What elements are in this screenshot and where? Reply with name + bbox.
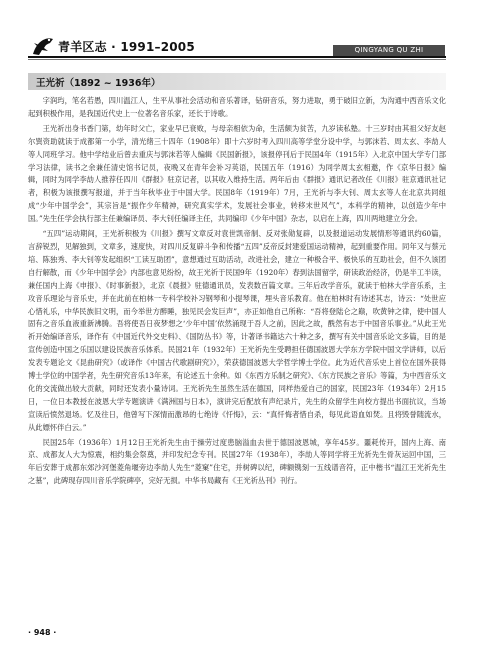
article-title: 王光祈（1892 ~ 1936年） — [36, 78, 161, 89]
header-rule — [28, 56, 446, 58]
book-logo-icon — [30, 34, 56, 58]
header-rule-thin — [28, 59, 446, 60]
paragraph-4: 民国25年（1936年）1月12日王光祈先生由于操劳过度患脑溢血去世于德国波恩城，享年45岁。噩耗传开，国内上海、南京、成都友人大为惊震，相约集会祭奠，并印发纪念专刊。民国27年（1938年），李劼人等同学将王光祈先生骨灰运回中国，三年后安葬于成都东郊沙河堡菱角堰旁边李劼人先生“菱窠”住宅，并树碑以纪，碑额镌刻一五线谱音符，正中楷书“温江王光祈先生之墓”，此碑现存四川音乐学院碑亭，完好无损。中华书局藏有《王光祈丛刊》刊行。 — [28, 437, 446, 486]
book-title: 青羊区志 · 1991–2005 — [58, 40, 195, 54]
section-label: QINGYANG QU ZHI — [333, 45, 445, 56]
paragraph-2: 王光祈出身书香门第，幼年时父亡，家业早已衰败，与母亲相依为命，生活颇为贫苦，九岁读私塾。十三岁时由其祖父好友赵尔巽资助就读于成都第一小学，清光绪三十四年（1908年）即十六岁时考入四川高等学堂分设中学，与郭沫若、周太玄、李劼人等人同班学习。他中学结业后曾去重庆与郭沫若等人编辑《民国新报》，该报停刊后于民国4年（1915年）入北京中国大学专门部学习法律，读书之余兼任清史馆书记员，夜晚又在青年会补习英语，民国五年（1916）为同学周太玄相邀，作《京华日报》编辑，同时为同学李劼人推荐任四川《群报》驻京记者，以其收入维持生活。两年后由《群报》通讯记者改任《川报》驻京通讯社记者，积极为该报撰写报道，并于当年秋毕业于中国大学。民国8年（1919年）7月，王光祈与李大钊、周太玄等人在北京共同组成“少年中国学会”，其宗旨是“振作少年精神，研究真实学术，发展社会事业，转移末世风气”，本科学的精神，以创造少年中国。”先生任学会执行部主任兼编译员、李大钊任编译主任，共同编印《少年中国》杂志，以启在上海，四川两地建立分会。 — [28, 123, 446, 224]
article-body — [28, 95, 446, 490]
paragraph-1: 字润玙，笔名若愚，四川温江人，生平从事社会活动和音乐著译，钻研音乐，努力进取，勇于破旧立新，为沟通中西音乐文化起到积极作用，是我国近代史上一位著名音乐家，还长于诗歌。 — [28, 96, 446, 118]
page-header — [0, 0, 480, 62]
page-number: · 948 · — [28, 628, 57, 637]
paragraph-3: “五四”运动期间，王光祈积极为《川报》撰写文章反对袁世凯帝制、反对张勋复辟，以及报道运动发展情形等通讯约60篇，言辞锐烈，见解独到，文章多，速度快，对四川反复辟斗争和传播“五四”反帝反封建爱国运动精神，起到重要作用。同年又与蔡元培、陈独秀、李大钊等发起组织“工读互助团”，意想通过互助活动，改进社会，建立一种极合平、极快乐的互助社会，但不久该团自行解散，而《少年中国学会》内部也意见纷纷，故王光祈于民国9年（1920年）春到法国留学，研读政治经济，仍是半工半读，兼任国内上海《申报》、《时事新报》，北京《晨报》驻德通讯员，发表数百篇文章。三年后改学音乐，就读于柏林大学音乐系，主攻音乐理论与音乐史，并在此前在柏林一专科学校补习钢琴和小提琴课，埋头音乐教育。他在柏林时有诗述其志，诗云：“处世应心惜礼乐，中华民族旧文明，而今举世方醉睡，独见民会发巨声”，亦正如他自己所称：“吾将登陆仑之巅，吹黄钟之律，使中国人固有之音乐血液重新沸腾。吾将使吾日夜梦想之‘少年中国’依然涌现于吾人之前，因此之故，酰然有志于中国音乐事业。”从此王光祈开始编译音乐，译作有《中国近代外交史料》、《国防丛书》等，计著译书籍达六十种之多，撰写有关中国音乐论文多篇，目的是宣传创造中国之乐国以建设民族音乐体系。民国21年（1932年）王光祈先生受聘担任德国波恩大学东方学院中国文学讲师，以后发表专题论文《昆曲研究》（或译作《中国古代歌剧研究》），荣获德国波恩大学哲学博士学位。此为近代音乐史上首位在国外获得博士学位的中国学者，先生研究音乐13年来，有论述五十余种。如《东西方乐制之研究》、《东方民族之音乐》等篇，为中西音乐文化的交流做出较大贡献，同时还发表小量诗词。王光祈先生虽然生活在德国，同样热爱自己的国家，民国23年（1934年）2月15日，一位日本教授在波恩大学专题演讲《满洲国与日本》，演讲完后配放有声纪录片，先生的众留学生向校方提出书面抗议，当场宣读后愤然退场。忆及往日，他曾写下深情而激昂的七绝诗《忏悔》，云：“真忏悔者惜自杀，每见此语血如焚。且将毁誉随流水，从此嫖怀伴白云。” — [28, 229, 446, 432]
